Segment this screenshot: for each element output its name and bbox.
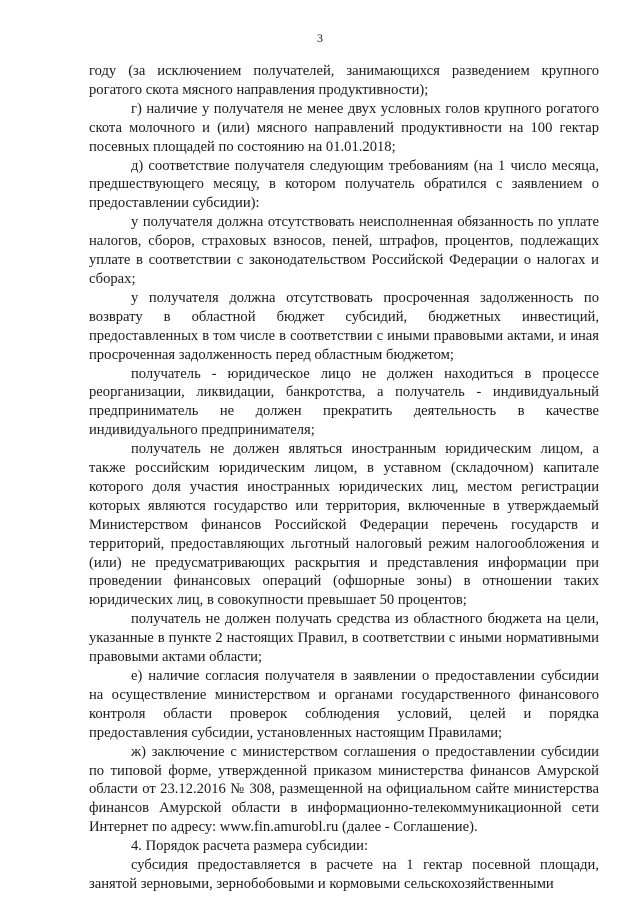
- paragraph-tax-obligations: у получателя должна отсутствовать неисполненная обязанность по уплате налогов, сборов, страховых взносов, пеней, штрафов, процентов, подлежащих уплате в соответствии с законодательством Российской Федерации о налогах и сборах;: [89, 214, 599, 287]
- paragraph-reorganization: получатель - юридическое лицо не должен находиться в процессе реорганизации, ликвидации, банкротства, а получатель - индивидуальный предприниматель не должен прекратить деятельность в качестве индивидуального предпринимателя;: [89, 365, 599, 439]
- paragraph-overdue-debt: у получателя должна отсутствовать просроченная задолженность по возврату в областной бюджет субсидий, бюджетных инвестиций, предоставленных в том числе в соответствии с иными правовыми актами, и иная просроченная задолженность перед областным бюджетом;: [89, 289, 599, 363]
- document-body: [89, 62, 599, 894]
- paragraph-item-e: е) наличие согласия получателя в заявлении о предоставлении субсидии на осуществление министерством и органами государственного финансового контроля области проверок соблюдения условий, целей и порядка предоставления субсидии, установленных настоящим Правилами;: [89, 668, 599, 741]
- page-number: 3: [317, 31, 323, 45]
- section-heading-4: 4. Порядок расчета размера субсидии:: [131, 838, 369, 855]
- paragraph-item-g: г) наличие у получателя не менее двух условных голов крупного рогатого скота молочного и (или) мясного направлений продуктивности на 100 гектар посевных площадей по состоянию на 01.01.2018;: [89, 100, 599, 155]
- paragraph-foreign-entity: получатель не должен являться иностранным юридическим лицом, а также российским юридическим лицом, в уставном (складочном) капитале которого доля участия иностранных юридических лиц, местом регистрации которых являются государство или территория, включенные в утверждаемый Министерством финансов Российской Федерации перечень государств и территорий, предоставляющих льготный налоговый режим налогообложения и (или) не предусматривающих раскрытия и представления информации при проведении финансовых операций (офшорные зоны) в отношении таких юридических лиц, в совокупности превышает 50 процентов;: [89, 441, 599, 609]
- paragraph-no-other-funds: получатель не должен получать средства из областного бюджета на цели, указанные в пункте 2 настоящих Правил, в соответствии с иными нормативными правовыми актами области;: [89, 611, 599, 666]
- paragraph-item-zh: ж) заключение с министерством соглашения о предоставлении субсидии по типовой форме, утвержденной приказом министерства финансов Амурской области от 23.12.2016 № 308, размещенной на официальном сайте министерства финансов Амурской области в информационно-телекоммуникационной сети Интернет по адресу: www.fin.amurobl.ru (далее - Соглашение).: [89, 743, 599, 836]
- paragraph-subsidy-calculation: субсидия предоставляется в расчете на 1 гектар посевной площади, занятой зерновыми, зернобобовыми и кормовыми сельскохозяйственными: [89, 857, 599, 892]
- paragraph-item-d: д) соответствие получателя следующим требованиям (на 1 число месяца, предшествующего месяцу, в котором получатель обратился с заявлением о предоставлении субсидии):: [89, 157, 599, 212]
- paragraph-continuation: году (за исключением получателей, занимающихся разведением крупного рогатого скота мясного направления продуктивности);: [89, 63, 599, 98]
